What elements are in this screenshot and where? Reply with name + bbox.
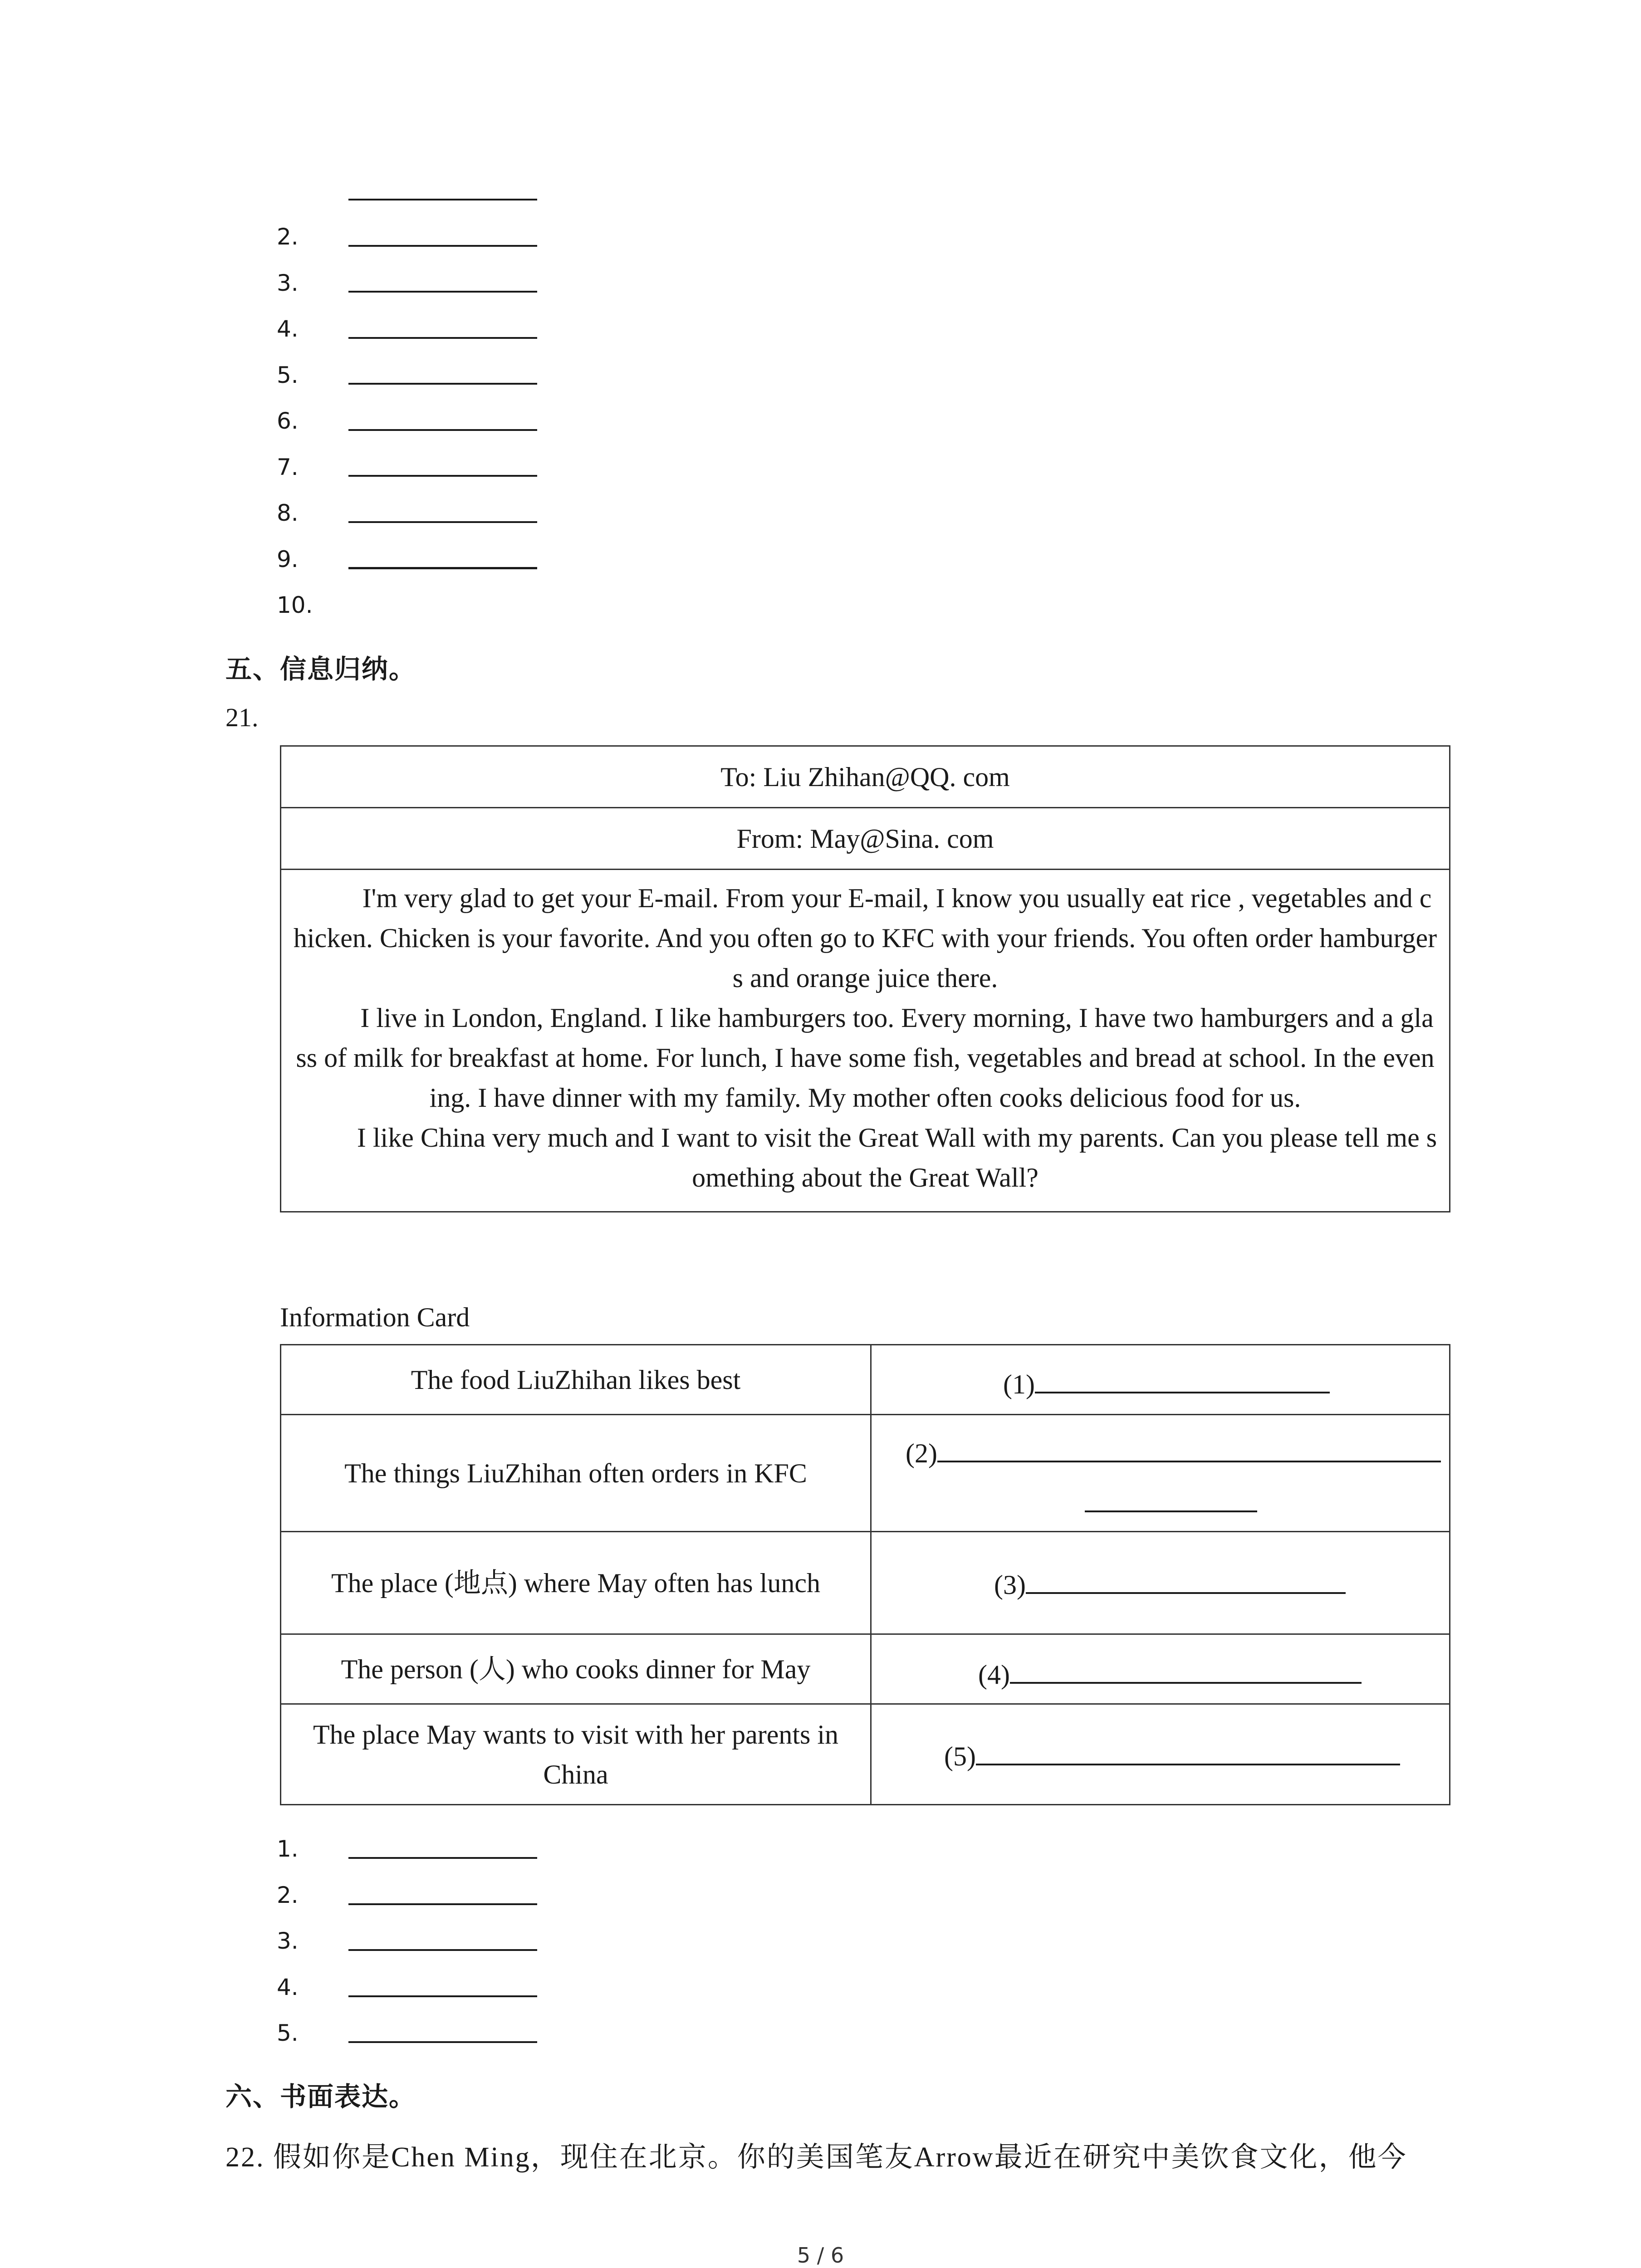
blank-line[interactable] (348, 1857, 537, 1859)
answer-label: (5) (944, 1741, 976, 1771)
section-heading: 六、书面表达。 (225, 2081, 416, 2112)
answer-label: (4) (978, 1660, 1010, 1690)
card-answer-cell (871, 1532, 1450, 1634)
blank-number: 3. (277, 269, 299, 296)
blank-number: 3. (277, 1928, 299, 1954)
blank-number: 8. (277, 500, 299, 526)
blank-number: 4. (277, 316, 299, 342)
blank-line[interactable] (348, 291, 537, 293)
card-question: The person (人) who cooks dinner for May (281, 1634, 871, 1704)
answer-blank-line[interactable] (1085, 1483, 1257, 1512)
email-paragraph: I'm very glad to get your E-mail. From your E-mail, I know you usually eat rice , vegetables and chicken. Chicken is your favorite. And you often go to KFC with your friends. You often order hamburgers and orange juice there. (293, 883, 1437, 993)
blank-line[interactable] (348, 337, 537, 339)
question-number: 21. (225, 703, 259, 732)
page-number: 5 / 6 (797, 2243, 844, 2268)
email-body (281, 870, 1450, 1212)
blank-number: 10. (277, 592, 313, 618)
email-table (280, 745, 1450, 1212)
blank-number: 6. (277, 408, 299, 434)
email-to: To: Liu Zhihan@QQ. com (281, 746, 1450, 808)
answer-label: (1) (1003, 1369, 1035, 1399)
answer-label: (3) (994, 1570, 1026, 1600)
answer-blank-line[interactable] (937, 1433, 1441, 1462)
email-paragraph: I like China very much and I want to visit the Great Wall with my parents. Can you please tell me something about the Great Wall? (357, 1123, 1437, 1193)
card-question: The food LiuZhihan likes best (281, 1345, 871, 1415)
answer-blank-line[interactable] (976, 1736, 1400, 1765)
writing-task-text: 22. 假如你是Chen Ming，现住在北京。你的美国笔友Arrow最近在研究中美饮食文化，他今 (225, 2142, 1407, 2173)
blank-number: 4. (277, 1974, 299, 2000)
blank-line[interactable] (348, 429, 537, 431)
card-answer-cell (871, 1634, 1450, 1704)
blank-line[interactable] (348, 2041, 537, 2043)
blank-line[interactable] (348, 475, 537, 477)
blank-line[interactable] (348, 1949, 537, 1951)
blank-number: 5. (277, 2020, 299, 2046)
card-label: Information Card (280, 1302, 470, 1332)
blank-number: 9. (277, 546, 299, 572)
card-question: The place May wants to visit with her parents in China (281, 1704, 871, 1805)
blank-line[interactable] (348, 199, 537, 200)
answer-blank-line[interactable] (1010, 1655, 1362, 1684)
email-paragraph: I live in London, England. I like hamburgers too. Every morning, I have two hamburgers and a glass of milk for breakfast at home. For lunch, I have some fish, vegetables and bread at school. In the evening. I have dinner with my family. My mother often cooks delicious food for us. (296, 1003, 1435, 1113)
card-answer-cell (871, 1704, 1450, 1805)
email-from: From: May@Sina. com (281, 808, 1450, 870)
section-heading: 五、信息归纳。 (225, 654, 416, 684)
card-answer-cell (871, 1415, 1450, 1532)
card-question: The things LiuZhihan often orders in KFC (281, 1415, 871, 1532)
answer-label: (2) (906, 1438, 937, 1468)
answer-blank-line[interactable] (1026, 1565, 1346, 1594)
blank-number: 2. (277, 224, 299, 250)
blank-line[interactable] (348, 567, 537, 569)
blank-line[interactable] (348, 245, 537, 247)
card-question: The place (地点) where May often has lunch (281, 1532, 871, 1634)
blank-number: 5. (277, 362, 299, 388)
blank-line[interactable] (348, 521, 537, 523)
blank-number: 7. (277, 454, 299, 480)
blank-line[interactable] (348, 383, 537, 385)
blank-number: 2. (277, 1882, 299, 1908)
card-answer-cell (871, 1345, 1450, 1415)
blank-number: 1. (277, 1836, 299, 1862)
blank-line[interactable] (348, 1995, 537, 1997)
information-card-table (280, 1344, 1450, 1805)
answer-blank-line[interactable] (1035, 1364, 1330, 1393)
blank-line[interactable] (348, 1903, 537, 1905)
